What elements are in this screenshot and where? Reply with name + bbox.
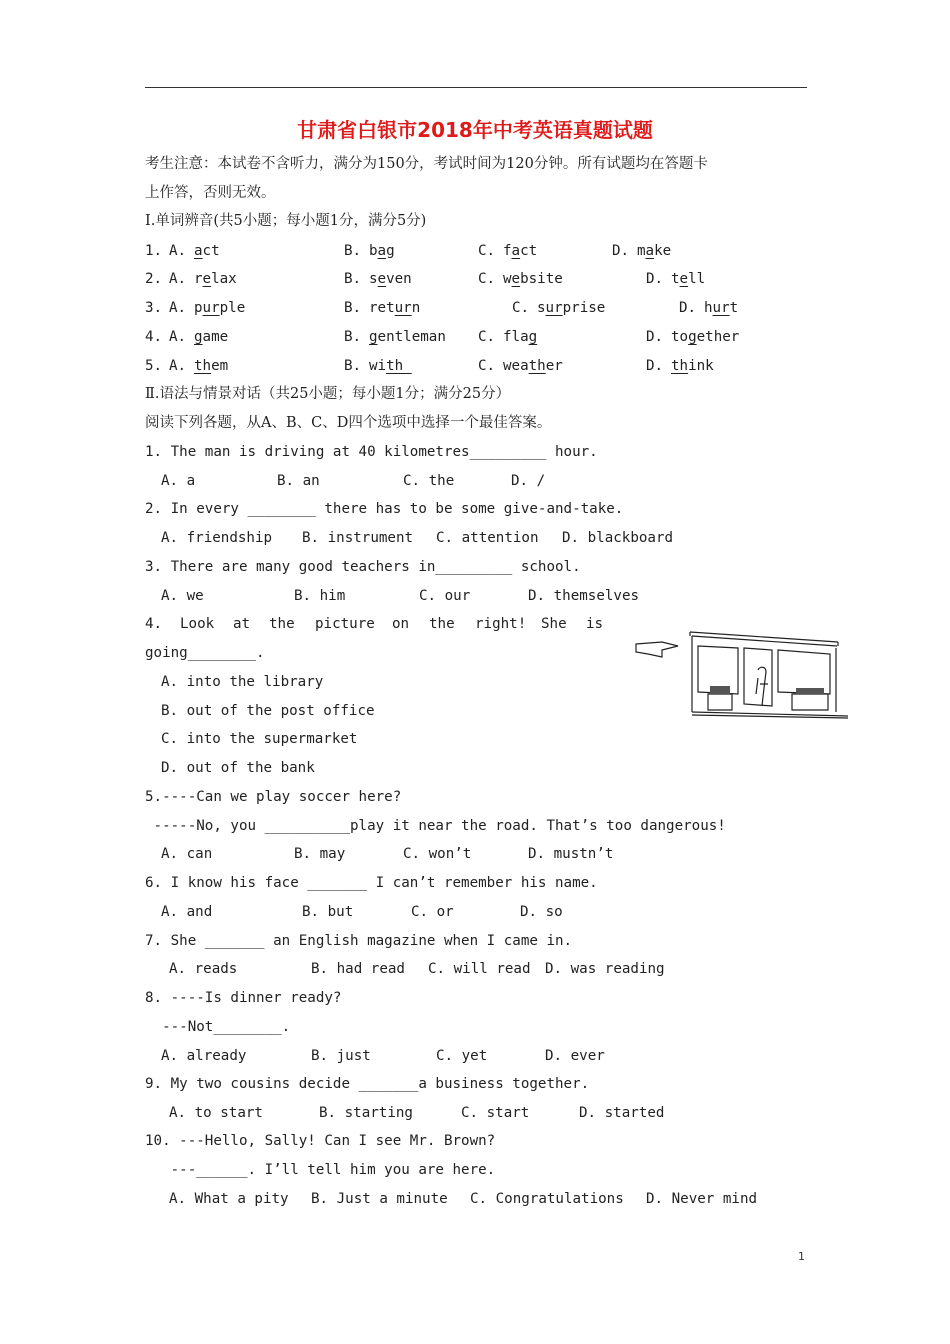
option-word: make <box>637 243 672 259</box>
option-c: C. our <box>419 588 471 604</box>
question-5-stem-line-2: -----No, you __________play it near the road. That’s too dangerous! <box>145 818 726 834</box>
option-word: weather <box>503 358 563 374</box>
option-d: D. ever <box>545 1048 605 1064</box>
option-word: with <box>369 358 412 374</box>
option-word: act <box>194 243 220 259</box>
option-c: C. the <box>403 473 455 489</box>
option-letter: C. <box>478 271 496 287</box>
option-d: D. / <box>511 473 546 489</box>
question-9-stem: 9. My two cousins decide _______a business together. <box>145 1076 590 1092</box>
option-letter: A. <box>169 243 187 259</box>
option-c: C. will read <box>428 961 531 977</box>
question-10-stem-line-2: ---______. I’ll tell him you are here. <box>145 1162 496 1178</box>
question-3-stem: 3. There are many good teachers in_________ school. <box>145 559 581 575</box>
question-4-stem-line-1: 4. Look at the picture on the right! She is <box>145 616 604 632</box>
option-a: A. already <box>161 1048 247 1064</box>
notice-line-2: 上作答，否则无效。 <box>145 185 276 201</box>
option-word: bag <box>369 243 395 259</box>
option-d: D. mustn’t <box>528 846 614 862</box>
option-letter: D. <box>646 329 664 345</box>
option-c: C. start <box>461 1105 530 1121</box>
arrow-icon <box>636 642 678 657</box>
option-a: A. a <box>161 473 196 489</box>
option-b: B. instrument <box>302 530 414 546</box>
option-c: C. yet <box>436 1048 488 1064</box>
option-c: C. won’t <box>403 846 472 862</box>
option-word: purple <box>194 300 246 316</box>
option-word: game <box>194 329 229 345</box>
section1-heading: I.单词辨音(共5小题；每小题1分，满分5分) <box>145 213 427 229</box>
option-letter: D. <box>612 243 630 259</box>
option-letter: D. <box>646 271 664 287</box>
question-4-option-a: A. into the library <box>161 674 324 690</box>
option-word: surprise <box>537 300 606 316</box>
section2-instruction: 阅读下列各题，从A、B、C、D四个选项中选择一个最佳答案。 <box>145 415 552 431</box>
option-b: B. just <box>311 1048 371 1064</box>
option-a: A. friendship <box>161 530 273 546</box>
option-a: A. reads <box>169 961 238 977</box>
option-letter: A. <box>169 358 187 374</box>
question-4-option-c: C. into the supermarket <box>161 731 358 747</box>
page-title: 甘肃省白银市2018年中考英语真题试题 <box>297 118 653 142</box>
option-word: relax <box>194 271 237 287</box>
question-10-stem-line-1: 10. ---Hello, Sally! Can I see Mr. Brown? <box>145 1133 496 1149</box>
option-d: D. Never mind <box>646 1191 758 1207</box>
notice-line-1: 考生注意：本试卷不含听力，满分为150分，考试时间为120分钟。所有试题均在答题卡 <box>145 156 708 172</box>
option-word: think <box>671 358 714 374</box>
option-word: return <box>369 300 421 316</box>
option-d: D. started <box>579 1105 665 1121</box>
option-word: them <box>194 358 229 374</box>
option-b: B. but <box>302 904 354 920</box>
option-a: A. and <box>161 904 213 920</box>
option-letter: B. <box>344 329 362 345</box>
option-letter: A. <box>169 271 187 287</box>
question-4-option-b: B. out of the post office <box>161 703 375 719</box>
option-d: D. was reading <box>545 961 665 977</box>
option-d: D. so <box>520 904 563 920</box>
question-6-stem: 6. I know his face _______ I can’t remember his name. <box>145 875 598 891</box>
option-b: B. him <box>294 588 346 604</box>
option-word: seven <box>369 271 412 287</box>
option-b: B. Just a minute <box>311 1191 448 1207</box>
option-letter: C. <box>478 358 496 374</box>
option-c: C. attention <box>436 530 539 546</box>
question-8-stem-line-1: 8. ----Is dinner ready? <box>145 990 342 1006</box>
option-letter: A. <box>169 329 187 345</box>
option-word: tell <box>671 271 706 287</box>
question-7-stem: 7. She _______ an English magazine when I came in. <box>145 933 573 949</box>
option-word: website <box>503 271 563 287</box>
store-entrance-illustration <box>632 628 850 720</box>
option-word: hurt <box>704 300 739 316</box>
option-a: A. can <box>161 846 213 862</box>
option-b: B. may <box>294 846 346 862</box>
question-number: 5. <box>145 358 163 374</box>
option-letter: C. <box>478 329 496 345</box>
page-number: 1 <box>798 1250 805 1263</box>
question-number: 2. <box>145 271 163 287</box>
question-5-stem-line-1: 5.----Can we play soccer here? <box>145 789 402 805</box>
question-8-stem-line-2: ---Not________. <box>145 1019 291 1035</box>
option-b: B. had read <box>311 961 405 977</box>
option-d: D. themselves <box>528 588 640 604</box>
option-c: C. Congratulations <box>470 1191 624 1207</box>
option-letter: B. <box>344 358 362 374</box>
option-letter: D. <box>646 358 664 374</box>
option-letter: C. <box>478 243 496 259</box>
question-4-option-d: D. out of the bank <box>161 760 315 776</box>
question-number: 3. <box>145 300 163 316</box>
option-d: D. blackboard <box>562 530 674 546</box>
option-c: C. or <box>411 904 454 920</box>
question-4-stem-line-2: going________. <box>145 645 265 661</box>
question-2-stem: 2. In every ________ there has to be some give-and-take. <box>145 501 624 517</box>
question-10-options <box>145 1190 758 1280</box>
option-letter: B. <box>344 271 362 287</box>
option-word: gentleman <box>369 329 446 345</box>
option-letter: A. <box>169 300 187 316</box>
option-letter: B. <box>344 300 362 316</box>
question-1-stem: 1. The man is driving at 40 kilometres_________ hour. <box>145 444 598 460</box>
header-rule <box>145 87 807 88</box>
option-word: fact <box>503 243 538 259</box>
option-letter: B. <box>344 243 362 259</box>
question-number: 1. <box>145 243 163 259</box>
option-word: together <box>671 329 740 345</box>
section2-heading: Ⅱ.语法与情景对话（共25小题；每小题1分；满分25分） <box>145 386 511 402</box>
question-number: 4. <box>145 329 163 345</box>
option-letter: D. <box>679 300 697 316</box>
option-a: A. to start <box>169 1105 263 1121</box>
option-letter: C. <box>512 300 530 316</box>
option-word: flag <box>503 329 538 345</box>
option-b: B. starting <box>319 1105 413 1121</box>
option-a: A. we <box>161 588 204 604</box>
option-a: A. What a pity <box>169 1191 289 1207</box>
option-b: B. an <box>277 473 320 489</box>
